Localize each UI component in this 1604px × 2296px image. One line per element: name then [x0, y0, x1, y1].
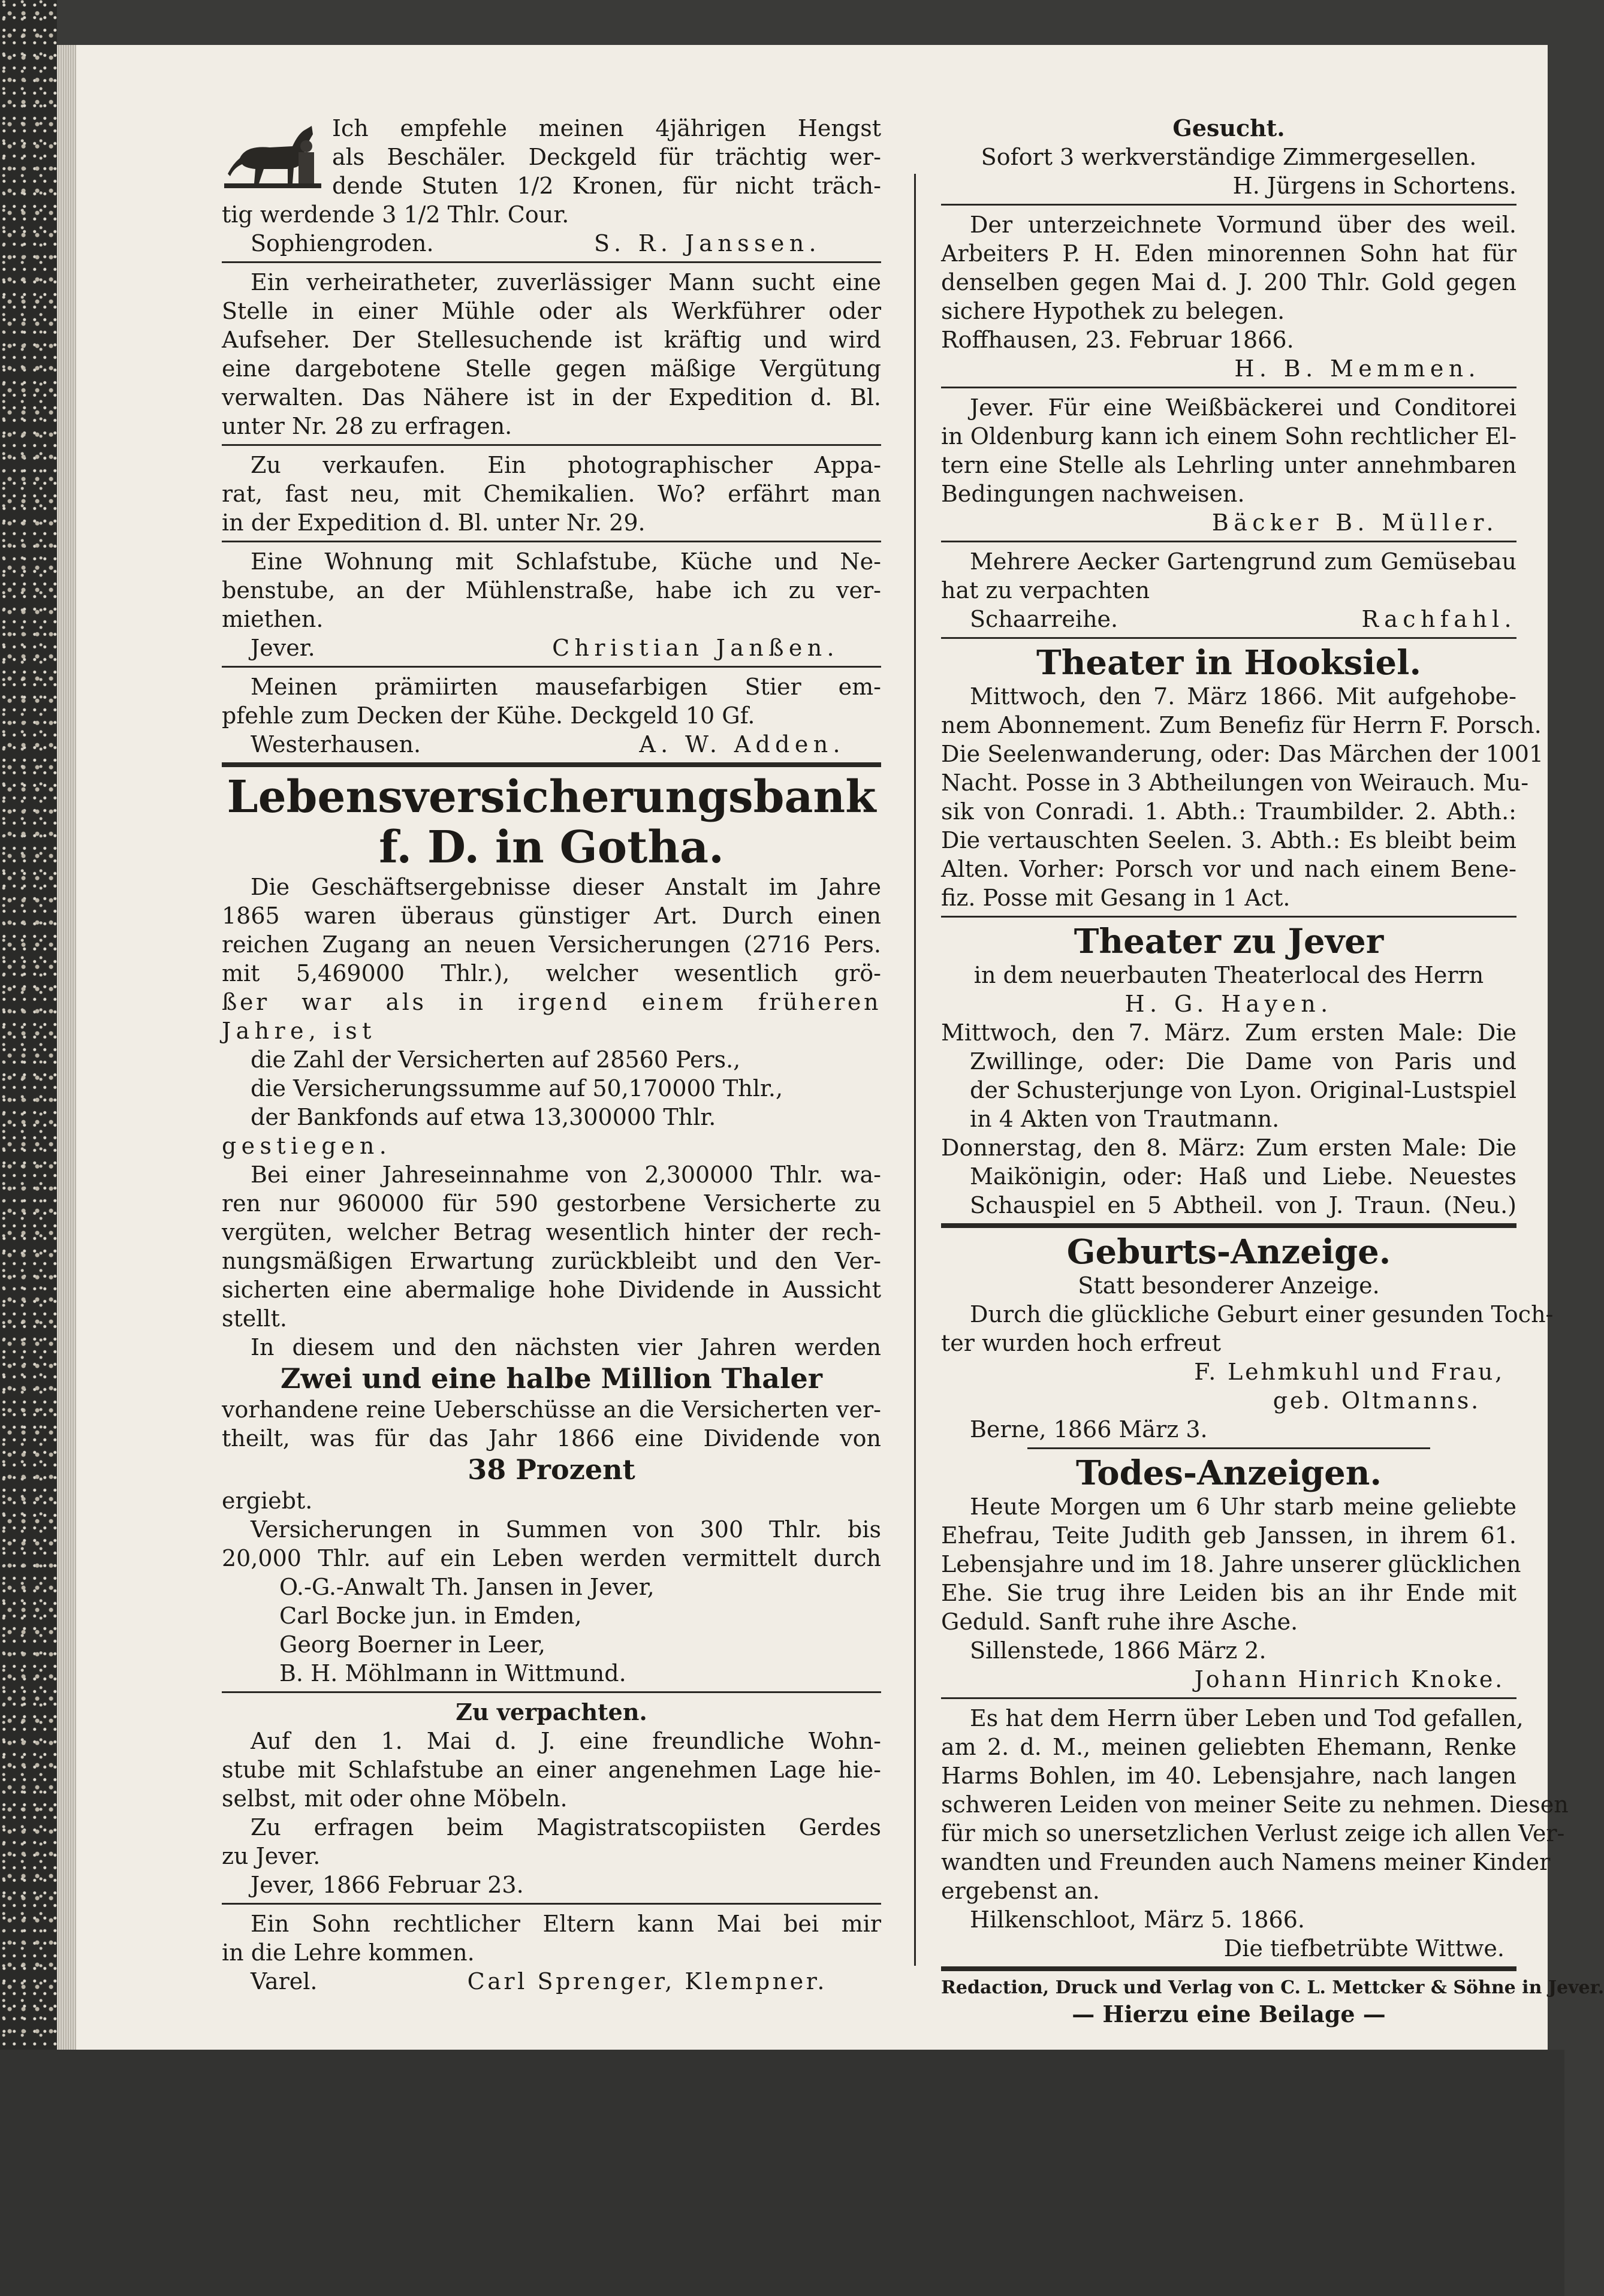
ad-garden: [941, 547, 1516, 633]
insurance-stat: die Zahl der Versicherten auf 28560 Pers.,: [251, 1046, 741, 1073]
insurance-line: nungsmäßigen Erwartung zurückbleibt und den Ver-: [222, 1248, 881, 1274]
ad-mortgage: [941, 210, 1516, 383]
insurance-agent: O.-G.-Anwalt Th. Jansen in Jever,: [279, 1574, 655, 1600]
theater-jever-line: Mittwoch, den 7. März. Zum ersten Male: Die: [941, 1019, 1516, 1046]
ad-horse: [222, 114, 881, 258]
supplement-note: — Hierzu eine Beilage —: [1072, 2001, 1386, 2028]
ad-mortgage-date: Roffhausen, 23. Februar 1866.: [941, 327, 1294, 353]
birth-line: Durch die glückliche Geburt einer gesunden Toch-: [970, 1301, 1554, 1327]
insurance-line: ren nur 960000 für 590 gestorbene Versicherte zu: [222, 1190, 881, 1217]
insurance-line: Bei einer Jahreseinnahme von 2,300000 Thlr. wa-: [251, 1161, 881, 1188]
ad-lease: [222, 1698, 881, 1899]
ad-horse-line: dende Stuten 1/2 Kronen, für nicht träch-: [332, 173, 881, 199]
ad-mill-line: eine dargebotene Stelle gegen mäßige Vergütung: [222, 355, 881, 382]
divider: [941, 204, 1516, 206]
ad-carpenters-name: H. Jürgens in Schortens.: [1232, 173, 1516, 199]
divider: [222, 762, 881, 767]
death-name: Johann Hinrich Knoke.: [1194, 1666, 1504, 1692]
theater-hooksiel-title: Theater in Hooksiel.: [1036, 643, 1421, 683]
ad-flat-line: benstube, an der Mühlenstraße, habe ich zu ver-: [222, 577, 881, 604]
ad-camera-line: Zu verkaufen. Ein photographischer Appa-: [251, 452, 881, 478]
ad-apprentice: [222, 1909, 881, 1996]
ad-apprentice-place: Varel.: [251, 1968, 318, 1995]
death-line: Harms Bohlen, im 40. Lebensjahre, nach langen: [941, 1763, 1516, 1789]
ad-flat: [222, 547, 881, 662]
ad-lease-line: Auf den 1. Mai d. J. eine freundliche Wohn-: [251, 1728, 881, 1754]
divider: [941, 387, 1516, 388]
ad-mill: [222, 268, 881, 441]
ad-flat-name: Christian Janßen.: [552, 635, 839, 661]
ad-bull-place: Westerhausen.: [251, 731, 421, 758]
birth-title: Geburts-Anzeige.: [1066, 1232, 1391, 1272]
theater-jever-line: Schauspiel en 5 Abtheil. von J. Traun. (Neu.): [970, 1192, 1516, 1218]
ad-carpenters-title: Gesucht.: [1172, 114, 1285, 141]
theater-jever-line: der Schusterjunge von Lyon. Original-Lustspiel: [970, 1077, 1516, 1103]
divider: [941, 916, 1516, 918]
insurance-line: mit 5,469000 Thlr.), welcher wesentlich grö-: [222, 960, 881, 986]
ad-apprentice-line: in die Lehre kommen.: [222, 1939, 475, 1966]
insurance-million: Zwei und eine halbe Million Thaler: [280, 1362, 823, 1395]
insurance-line: Versicherungen in Summen von 300 Thlr. bis: [251, 1516, 881, 1543]
ad-horse-line: Ich empfehle meinen 4jährigen Hengst: [332, 115, 881, 141]
divider: [222, 1903, 881, 1905]
birth-sub: Statt besonderer Anzeige.: [1078, 1272, 1380, 1299]
theater-jever-owner: H. G. Hayen.: [1124, 991, 1333, 1017]
insurance-line: stellt.: [222, 1305, 287, 1332]
ad-horse-name: S. R. Janssen.: [593, 230, 821, 257]
death-line: wandten und Freunden auch Namens meiner Kinder: [941, 1849, 1551, 1875]
ad-bull-line: pfehle zum Decken der Kühe. Deckgeld 10 Gf.: [222, 702, 755, 729]
divider: [222, 1691, 881, 1693]
death-line: ergebenst an.: [941, 1878, 1100, 1904]
ad-baker: [941, 393, 1516, 537]
ad-mortgage-line: Arbeiters P. H. Eden minorennen Sohn hat für: [941, 240, 1516, 267]
death-notices: [941, 1453, 1569, 1963]
divider: [1027, 1447, 1430, 1449]
ad-mill-line: Stelle in einer Mühle oder als Werkführer oder: [222, 298, 881, 324]
death-line: schweren Leiden von meiner Seite zu nehmen. Diesen: [941, 1791, 1569, 1818]
ad-lease-date: Jever, 1866 Februar 23.: [251, 1872, 524, 1898]
ad-horse-place: Sophiengroden.: [251, 230, 434, 257]
theater-jever-line: Donnerstag, den 8. März: Zum ersten Male: Die: [941, 1135, 1516, 1161]
birth-name: geb. Oltmanns.: [1273, 1387, 1481, 1414]
ad-mortgage-line: sichere Hypothek zu belegen.: [941, 298, 1285, 324]
ad-garden-line: hat zu verpachten: [941, 577, 1150, 604]
ad-lease-line: selbst, mit oder ohne Möbeln.: [222, 1785, 568, 1812]
theater-hooksiel-line: nem Abonnement. Zum Benefiz für Herrn F. Porsch.: [941, 712, 1542, 738]
ad-mill-line: unter Nr. 28 zu erfragen.: [222, 413, 512, 439]
ad-garden-line: Mehrere Aecker Gartengrund zum Gemüsebau: [970, 548, 1516, 575]
theater-hooksiel-line: Die vertauschten Seelen. 3. Abth.: Es bleibt beim: [941, 827, 1516, 853]
ad-garden-name: Rachfahl.: [1361, 606, 1516, 632]
ad-apprentice-line: Ein Sohn rechtlicher Eltern kann Mai bei mir: [251, 1911, 881, 1937]
insurance-percent: 38 Prozent: [468, 1453, 635, 1486]
death-line: am 2. d. M., meinen geliebten Ehemann, Renke: [941, 1734, 1516, 1760]
ad-camera-line: in der Expedition d. Bl. unter Nr. 29.: [222, 509, 646, 536]
page-footer: [941, 1976, 1604, 2029]
theater-jever-line: Maikönigin, oder: Haß und Liebe. Neuestes: [970, 1163, 1516, 1190]
imprint: Redaction, Druck und Verlag von C. L. Mettcker & Söhne in Jever.: [941, 1977, 1604, 1998]
ad-baker-line: in Oldenburg kann ich einem Sohn rechtlicher El-: [941, 423, 1517, 449]
death-date: Hilkenschloot, März 5. 1866.: [970, 1906, 1305, 1933]
divider: [941, 1966, 1516, 1971]
death-line: Geduld. Sanft ruhe ihre Asche.: [941, 1609, 1298, 1635]
ad-bull-line: Meinen prämiirten mausefarbigen Stier em-: [251, 674, 881, 700]
theater-hooksiel-line: Nacht. Posse in 3 Abtheilungen von Weirauch. Mu-: [941, 770, 1529, 796]
ad-lease-line: stube mit Schlafstube an einer angenehmen Lage hie-: [222, 1757, 881, 1783]
death-line: Lebensjahre und im 18. Jahre unserer glücklichen: [941, 1551, 1521, 1577]
ad-mortgage-line: Der unterzeichnete Vormund über des weil.: [970, 212, 1516, 238]
ad-horse-line: als Beschäler. Deckgeld für trächtig wer-: [332, 144, 881, 170]
insurance-line: 20,000 Thlr. auf ein Leben werden vermittelt durch: [222, 1545, 881, 1571]
ad-lease-line: Zu erfragen beim Magistratscopiisten Gerdes: [251, 1814, 881, 1841]
birth-line: ter wurden hoch erfreut: [941, 1330, 1221, 1356]
theater-jever-line: Zwillinge, oder: Die Dame von Paris und: [970, 1048, 1516, 1075]
death-line: Ehefrau, Teite Judith geb Janssen, in ihrem 61.: [941, 1522, 1516, 1549]
ad-mill-line: Ein verheiratheter, zuverlässiger Mann sucht eine: [251, 269, 881, 295]
death-line: Es hat dem Herrn über Leben und Tod gefallen,: [970, 1705, 1524, 1731]
right-column: [941, 114, 1604, 2029]
ad-horse-line: tig werdende 3 1/2 Thlr. Cour.: [222, 201, 569, 228]
insurance-agent: B. H. Möhlmann in Wittmund.: [279, 1660, 626, 1686]
ad-mill-line: Aufseher. Der Stellesuchende ist kräftig und wird: [222, 327, 881, 353]
insurance-line: sicherten eine abermalige hohe Dividende in Aussicht: [222, 1277, 881, 1303]
ad-mill-line: verwalten. Das Nähere ist in der Expedition d. Bl.: [222, 384, 881, 411]
ad-insurance: [222, 772, 881, 1688]
column-divider: [914, 174, 916, 1966]
death-line: Ehe. Sie trug ihre Leiden bis an ihr Ende mit: [941, 1580, 1516, 1606]
theater-jever-line: in 4 Akten von Trautmann.: [970, 1106, 1280, 1132]
ad-flat-place: Jever.: [251, 635, 315, 661]
divider: [222, 261, 881, 263]
ad-lease-title: Zu verpachten.: [456, 1698, 647, 1725]
insurance-line: 1865 waren überaus günstiger Art. Durch einen: [222, 903, 881, 929]
ad-mortgage-line: denselben gegen Mai d. J. 200 Thlr. Gold gegen: [941, 269, 1516, 295]
theater-jever-sub: in dem neuerbauten Theaterlocal des Herrn: [973, 962, 1484, 988]
ad-bull-name: A. W. Adden.: [639, 731, 845, 758]
insurance-subtitle: f. D. in Gotha.: [379, 822, 724, 873]
ad-camera-line: rat, fast neu, mit Chemikalien. Wo? erfährt man: [222, 481, 881, 507]
insurance-line: vergüten, welcher Betrag wesentlich hinter der rech-: [222, 1219, 881, 1245]
death-line: für mich so unersetzlichen Verlust zeige ich allen Ver-: [941, 1820, 1565, 1847]
theater-hooksiel-line: Mittwoch, den 7. März 1866. Mit aufgehobe-: [970, 683, 1516, 710]
insurance-line: In diesem und den nächsten vier Jahren werden: [251, 1334, 881, 1360]
book-cover-speckle: [0, 0, 57, 2296]
insurance-title: Lebensversicherungsbank: [227, 771, 876, 823]
insurance-line: Jahre, ist: [222, 1018, 376, 1044]
ad-bull: [222, 672, 881, 759]
insurance-line: theilt, was für das Jahr 1866 eine Dividende von: [222, 1425, 881, 1452]
death-date: Sillenstede, 1866 März 2.: [970, 1637, 1267, 1664]
ad-carpenters-line: Sofort 3 werkverständige Zimmergesellen.: [981, 144, 1477, 170]
divider: [941, 1223, 1516, 1228]
ad-baker-name: Bäcker B. Müller.: [1211, 509, 1499, 536]
insurance-stat: die Versicherungssumme auf 50,170000 Thlr.,: [251, 1075, 783, 1102]
birth-name: F. Lehmkuhl und Frau,: [1194, 1359, 1504, 1385]
ad-flat-line: miethen.: [222, 606, 324, 632]
ad-baker-line: Jever. Für eine Weißbäckerei und Conditorei: [970, 394, 1516, 421]
insurance-line: ßer war als in irgend einem früheren: [222, 989, 881, 1015]
ad-baker-line: tern eine Stelle als Lehrling unter annehmbaren: [941, 452, 1516, 478]
page-edges: [57, 45, 76, 2050]
ad-garden-place: Schaarreihe.: [970, 606, 1118, 632]
left-column: [222, 114, 881, 1996]
ad-baker-line: Bedingungen nachweisen.: [941, 481, 1245, 507]
insurance-agent: Carl Bocke jun. in Emden,: [279, 1603, 582, 1629]
horse-icon: [222, 116, 324, 200]
ad-flat-line: Eine Wohnung mit Schlafstube, Küche und Ne-: [251, 548, 881, 575]
divider: [222, 666, 881, 668]
death-line: Heute Morgen um 6 Uhr starb meine geliebte: [970, 1494, 1516, 1520]
table-surface: [0, 2050, 1564, 2296]
ad-carpenters: [941, 114, 1516, 200]
insurance-stat: der Bankfonds auf etwa 13,300000 Thlr.: [251, 1104, 716, 1130]
theater-hooksiel-line: sik von Conradi. 1. Abth.: Traumbilder. 2. Abth.:: [941, 798, 1516, 825]
insurance-agent: Georg Boerner in Leer,: [279, 1631, 545, 1658]
ad-mortgage-name: H. B. Memmen.: [1234, 355, 1481, 382]
theater-hooksiel: [941, 643, 1544, 912]
theater-hooksiel-line: fiz. Posse mit Gesang in 1 Act.: [941, 885, 1291, 911]
theater-jever: [941, 922, 1516, 1220]
insurance-line: ergiebt.: [222, 1488, 313, 1514]
theater-hooksiel-line: Die Seelenwanderung, oder: Das Märchen der 1001: [941, 741, 1544, 767]
ad-camera: [222, 451, 881, 537]
ad-apprentice-name: Carl Sprenger, Klempner.: [467, 1968, 827, 1995]
theater-jever-title: Theater zu Jever: [1074, 922, 1384, 961]
divider: [941, 637, 1516, 639]
insurance-line: reichen Zugang an neuen Versicherungen (2716 Pers.: [222, 931, 881, 958]
insurance-line: gestiegen.: [222, 1133, 392, 1159]
divider: [222, 541, 881, 542]
divider: [222, 444, 881, 446]
death-name: Die tiefbetrübte Wittwe.: [1223, 1935, 1504, 1962]
birth-notice: [941, 1232, 1554, 1444]
divider: [941, 541, 1516, 542]
birth-date: Berne, 1866 März 3.: [970, 1416, 1208, 1443]
death-title: Todes-Anzeigen.: [1075, 1453, 1382, 1493]
theater-hooksiel-line: Alten. Vorher: Porsch vor und nach einem Bene-: [941, 856, 1516, 882]
divider: [941, 1697, 1516, 1699]
ad-lease-line: zu Jever.: [222, 1843, 321, 1869]
insurance-line: vorhandene reine Ueberschüsse an die Versicherten ver-: [222, 1396, 881, 1423]
insurance-line: Die Geschäftsergebnisse dieser Anstalt im Jahre: [251, 874, 881, 900]
